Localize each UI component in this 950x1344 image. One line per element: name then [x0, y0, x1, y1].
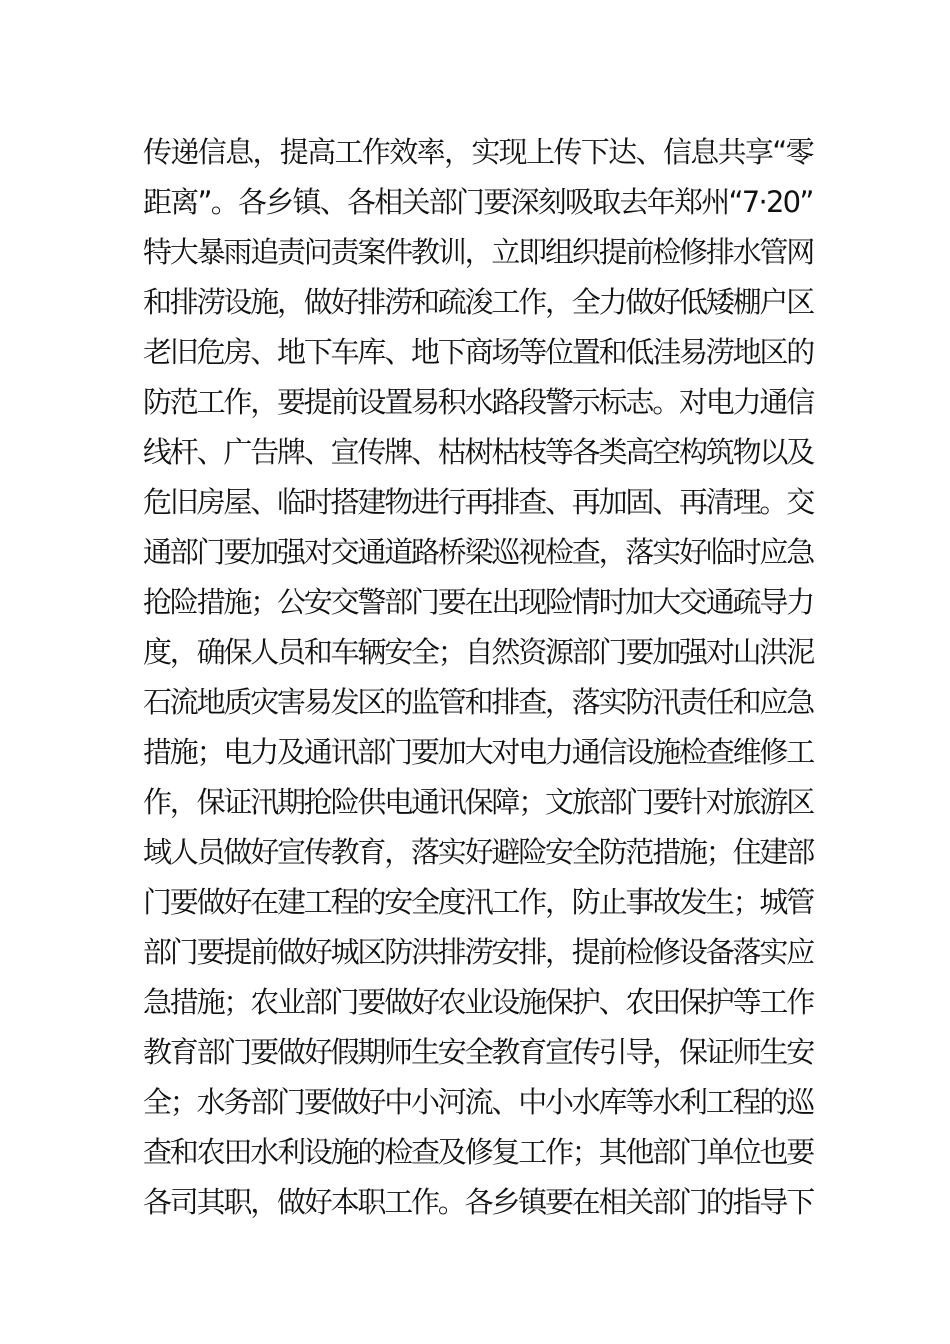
text-line: 老旧危房、地下车库、地下商场等位置和低洼易涝地区的: [143, 335, 814, 369]
text-line: 特大暴雨追责问责案件教训，立即组织提前检修排水管网: [143, 235, 814, 269]
text-line: 和排涝设施，做好排涝和疏浚工作，全力做好低矮棚户区: [143, 285, 814, 319]
text-line: 传递信息，提高工作效率，实现上传下达、信息共享“零: [143, 135, 814, 169]
text-line: 教育部门要做好假期师生安全教育宣传引导，保证师生安: [143, 1035, 814, 1069]
text-line: 线杆、广告牌、宣传牌、枯树枯枝等各类高空构筑物以及: [143, 435, 814, 469]
text-line: 措施；电力及通讯部门要加大对电力通信设施检查维修工: [143, 735, 814, 769]
text-line: 石流地质灾害易发区的监管和排查，落实防汛责任和应急: [143, 685, 814, 719]
body-paragraph: [143, 127, 813, 1227]
text-line: 查和农田水利设施的检查及修复工作；其他部门单位也要: [143, 1135, 814, 1169]
text-line: 各司其职，做好本职工作。各乡镇要在相关部门的指导下: [143, 1185, 814, 1219]
text-line: 作，保证汛期抢险供电通讯保障；文旅部门要针对旅游区: [143, 785, 814, 819]
text-line: 门要做好在建工程的安全度汛工作，防止事故发生；城管: [143, 885, 814, 919]
text-line: 通部门要加强对交通道路桥梁巡视检查，落实好临时应急: [143, 535, 814, 569]
text-line: 危旧房屋、临时搭建物进行再排查、再加固、再清理。交: [143, 485, 814, 519]
text-line: 急措施；农业部门要做好农业设施保护、农田保护等工作: [143, 985, 814, 1019]
text-line: 域人员做好宣传教育，落实好避险安全防范措施；住建部: [143, 835, 814, 869]
text-line: 距离”。各乡镇、各相关部门要深刻吸取去年郑州“7·20”: [143, 185, 813, 219]
text-line: 防范工作，要提前设置易积水路段警示标志。对电力通信: [143, 385, 814, 419]
text-line: 部门要提前做好城区防洪排涝安排，提前检修设备落实应: [143, 935, 814, 969]
text-line: 全；水务部门要做好中小河流、中小水库等水利工程的巡: [143, 1085, 814, 1119]
text-line: 抢险措施；公安交警部门要在出现险情时加大交通疏导力: [143, 585, 814, 619]
text-line: 度，确保人员和车辆安全；自然资源部门要加强对山洪泥: [143, 635, 814, 669]
